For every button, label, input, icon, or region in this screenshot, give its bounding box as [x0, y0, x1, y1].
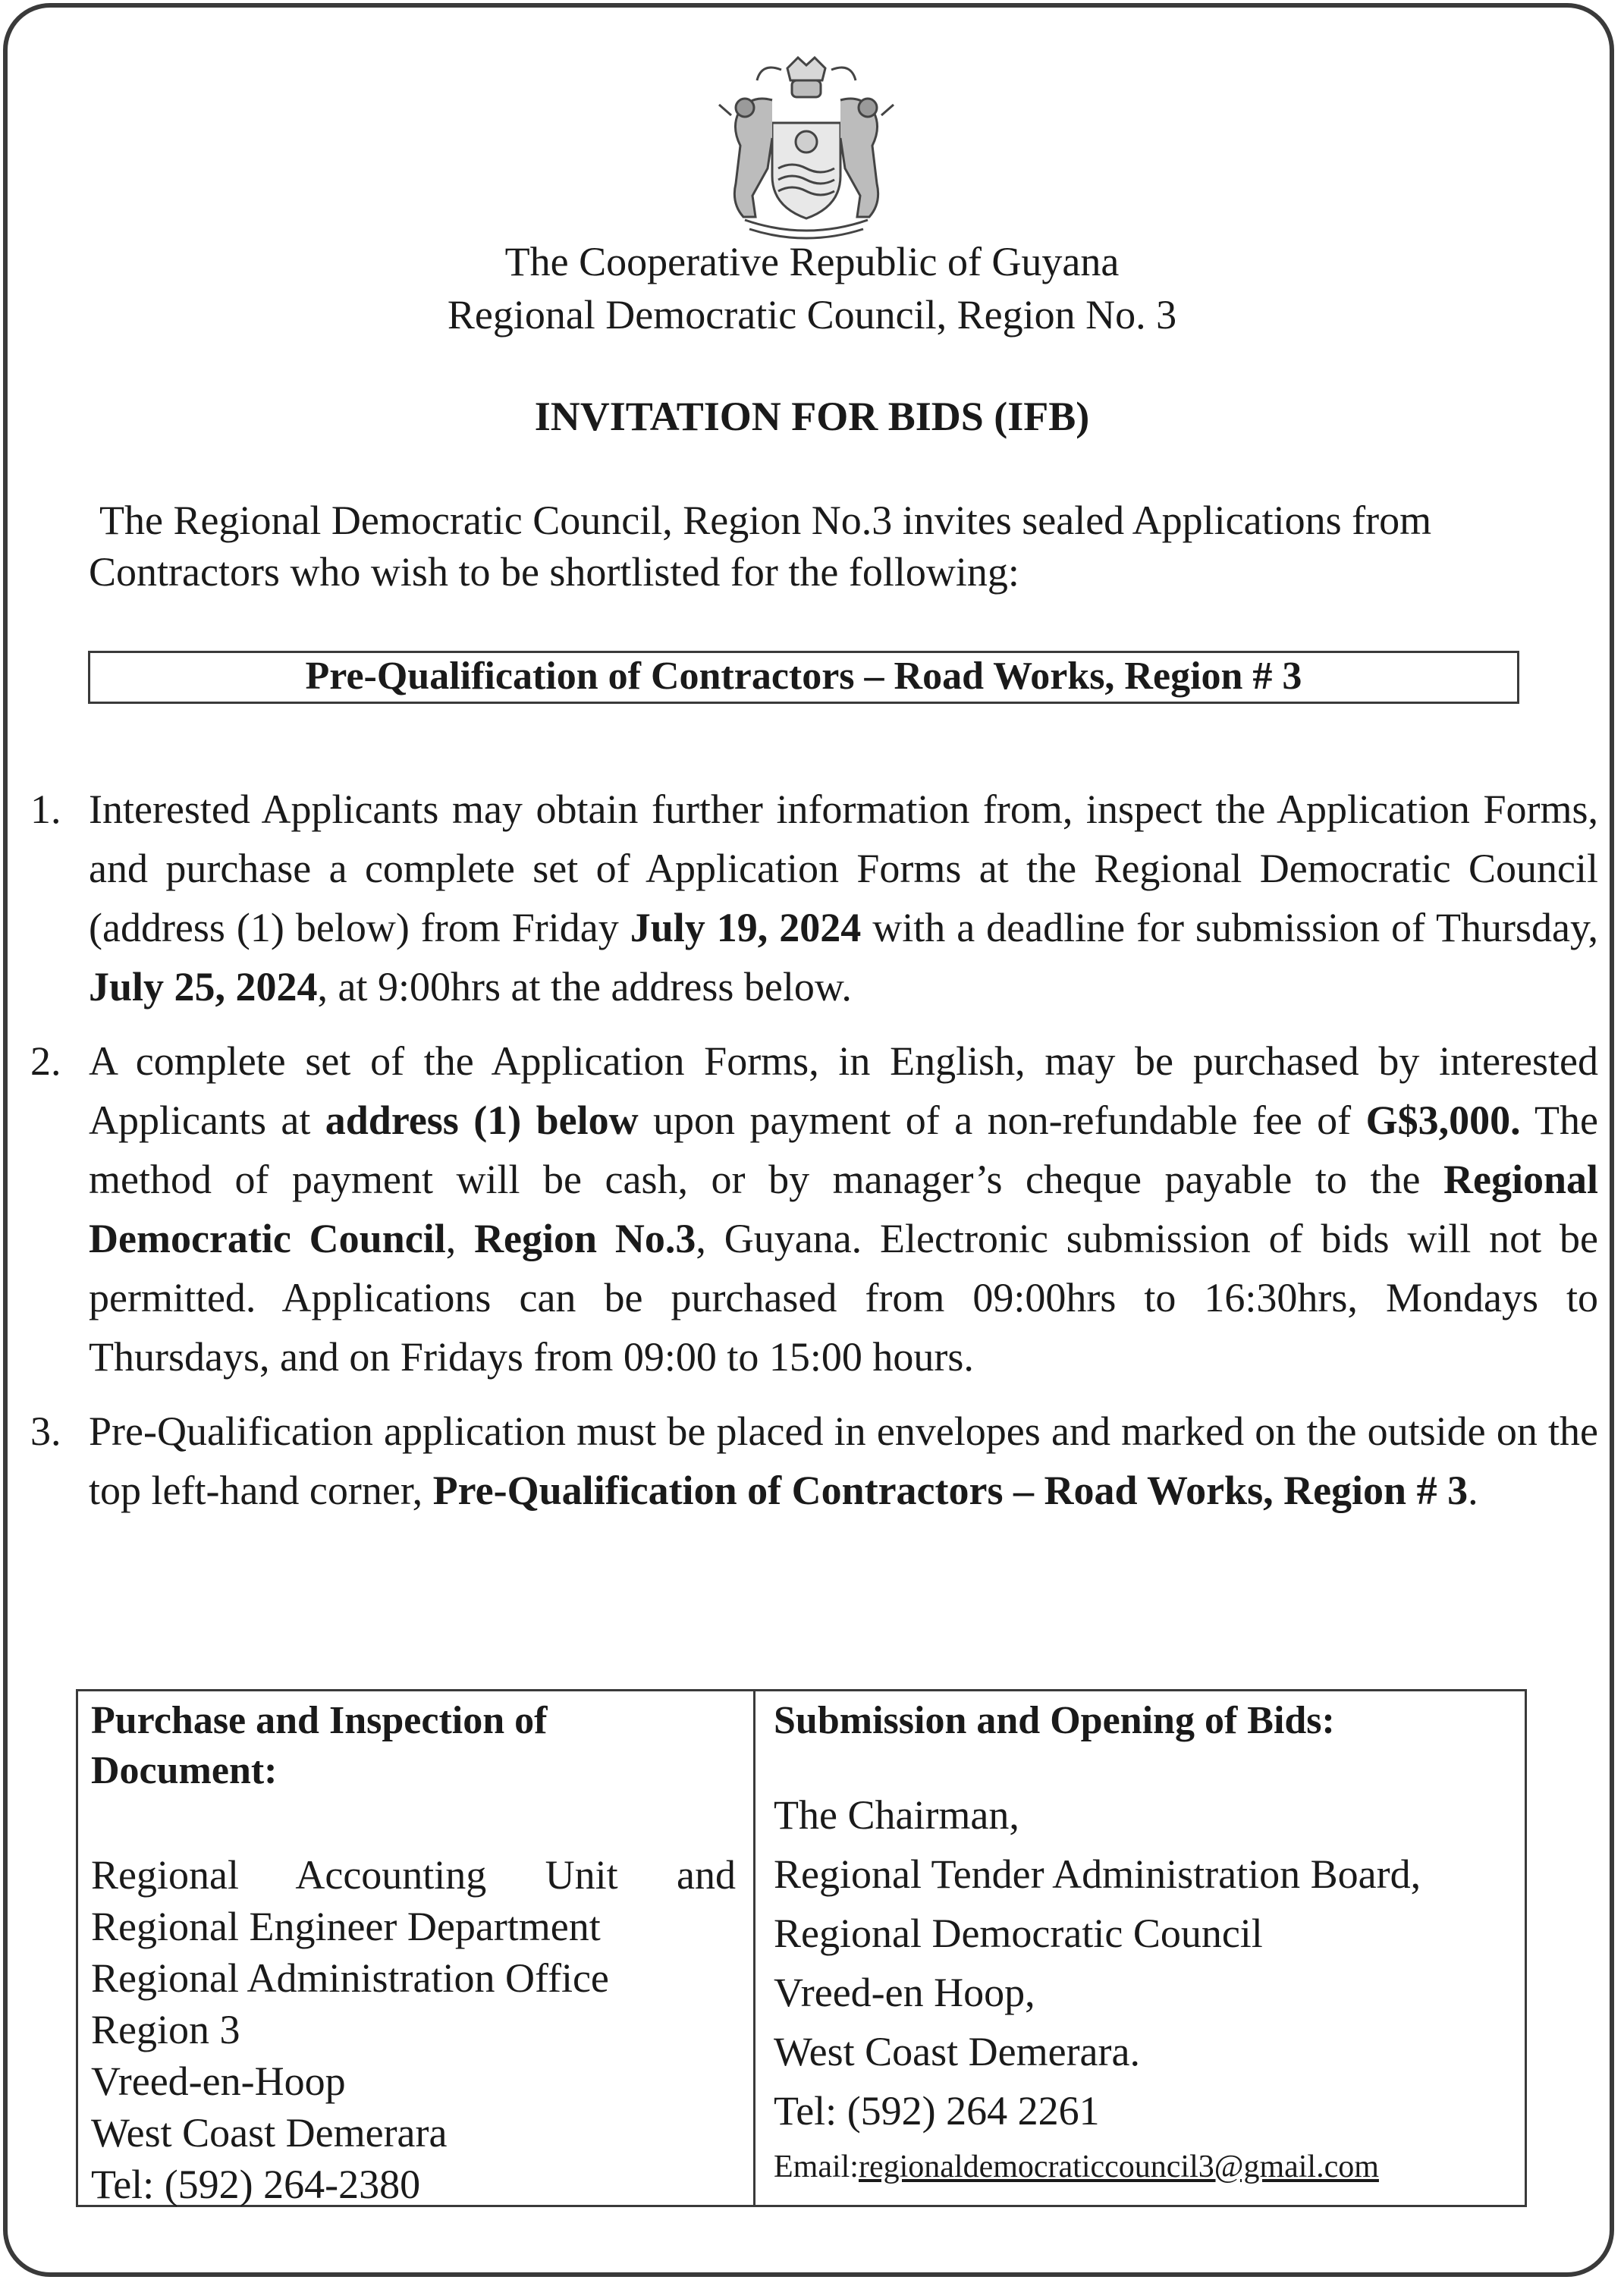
phone-number: Tel: (592) 264-2380 [91, 2162, 421, 2207]
address-line: Regional Engineer Department [91, 1904, 601, 1949]
guyana-coat-of-arms-icon [708, 55, 904, 244]
council-name: Regional Democratic Council, Region No. 3 [447, 292, 1177, 338]
republic-name: The Cooperative Republic of Guyana [504, 239, 1120, 284]
numbered-list [30, 780, 1598, 1520]
submission-heading: Submission and Opening of Bids: [774, 1699, 1335, 1742]
address-line: West Coast Demerara [91, 2110, 448, 2156]
purchase-heading-1: Purchase and Inspection of [91, 1699, 548, 1742]
intro-paragraph [89, 495, 1598, 598]
address-line: Regional Administration Office [91, 1955, 609, 2001]
address-line: The Chairman, [774, 1792, 1019, 1838]
address-line: Vreed-en Hoop, [774, 1970, 1035, 2015]
page-title: INVITATION FOR BIDS (IFB) [534, 394, 1090, 439]
address-line: Regional Accounting Unit and [91, 1852, 736, 1898]
phone-number: Tel: (592) 264 2261 [774, 2088, 1100, 2134]
purchase-heading-2: Document: [91, 1749, 278, 1792]
email-line [774, 2140, 1532, 2193]
project-title-box: Pre-Qualification of Contractors – Road Works, Region # 3 [88, 651, 1519, 704]
submission-column [774, 1696, 1532, 2193]
address-line: West Coast Demerara. [774, 2029, 1140, 2074]
table-divider [753, 1691, 755, 2205]
list-item: 1. Interested Applicants may obtain further information from, inspect the Application Forms, and purchase a complete set of Application Forms at the Regional Democratic Council (address (1) below) from Friday July 19, 2024 with a deadline for submission of Thursday, July 25, 2024, at 9:00hrs at the address below. [30, 787, 1598, 1010]
address-line: Regional Tender Administration Board, [774, 1851, 1421, 1897]
purchase-column [91, 1696, 736, 2210]
email-link[interactable]: regionaldemocraticcouncil3@gmail.com [858, 2149, 1379, 2184]
intro-line-1: The Regional Democratic Council, Region No.3 invites sealed Applications from [99, 498, 1432, 543]
email-label: Email: [774, 2149, 859, 2184]
address-line: Region 3 [91, 2007, 240, 2052]
address-line: Vreed-en-Hoop [91, 2058, 346, 2104]
list-item: 2. A complete set of the Application Forms, in English, may be purchased by interested Applicants at address (1) below upon payment of a non-refundable fee of G$3,000. The method of payment will be cash, or by manager’s cheque payable to the Regional Democratic Council, Region No.3, Guyana. Electronic submission of bids will not be permitted. Applications can be purchased from 09:00hrs to 16:30hrs, Mondays to Thursdays, and on Fridays from 09:00 to 15:00 hours. [30, 1038, 1598, 1380]
list-item: 3. Pre-Qualification application must be placed in envelopes and marked on the outside on the top left-hand corner, Pre-Qualification of Contractors – Road Works, Region # 3. [30, 1408, 1598, 1513]
intro-line-2: Contractors who wish to be shortlisted for the following: [89, 549, 1019, 595]
address-line: Regional Democratic Council [774, 1911, 1263, 1956]
